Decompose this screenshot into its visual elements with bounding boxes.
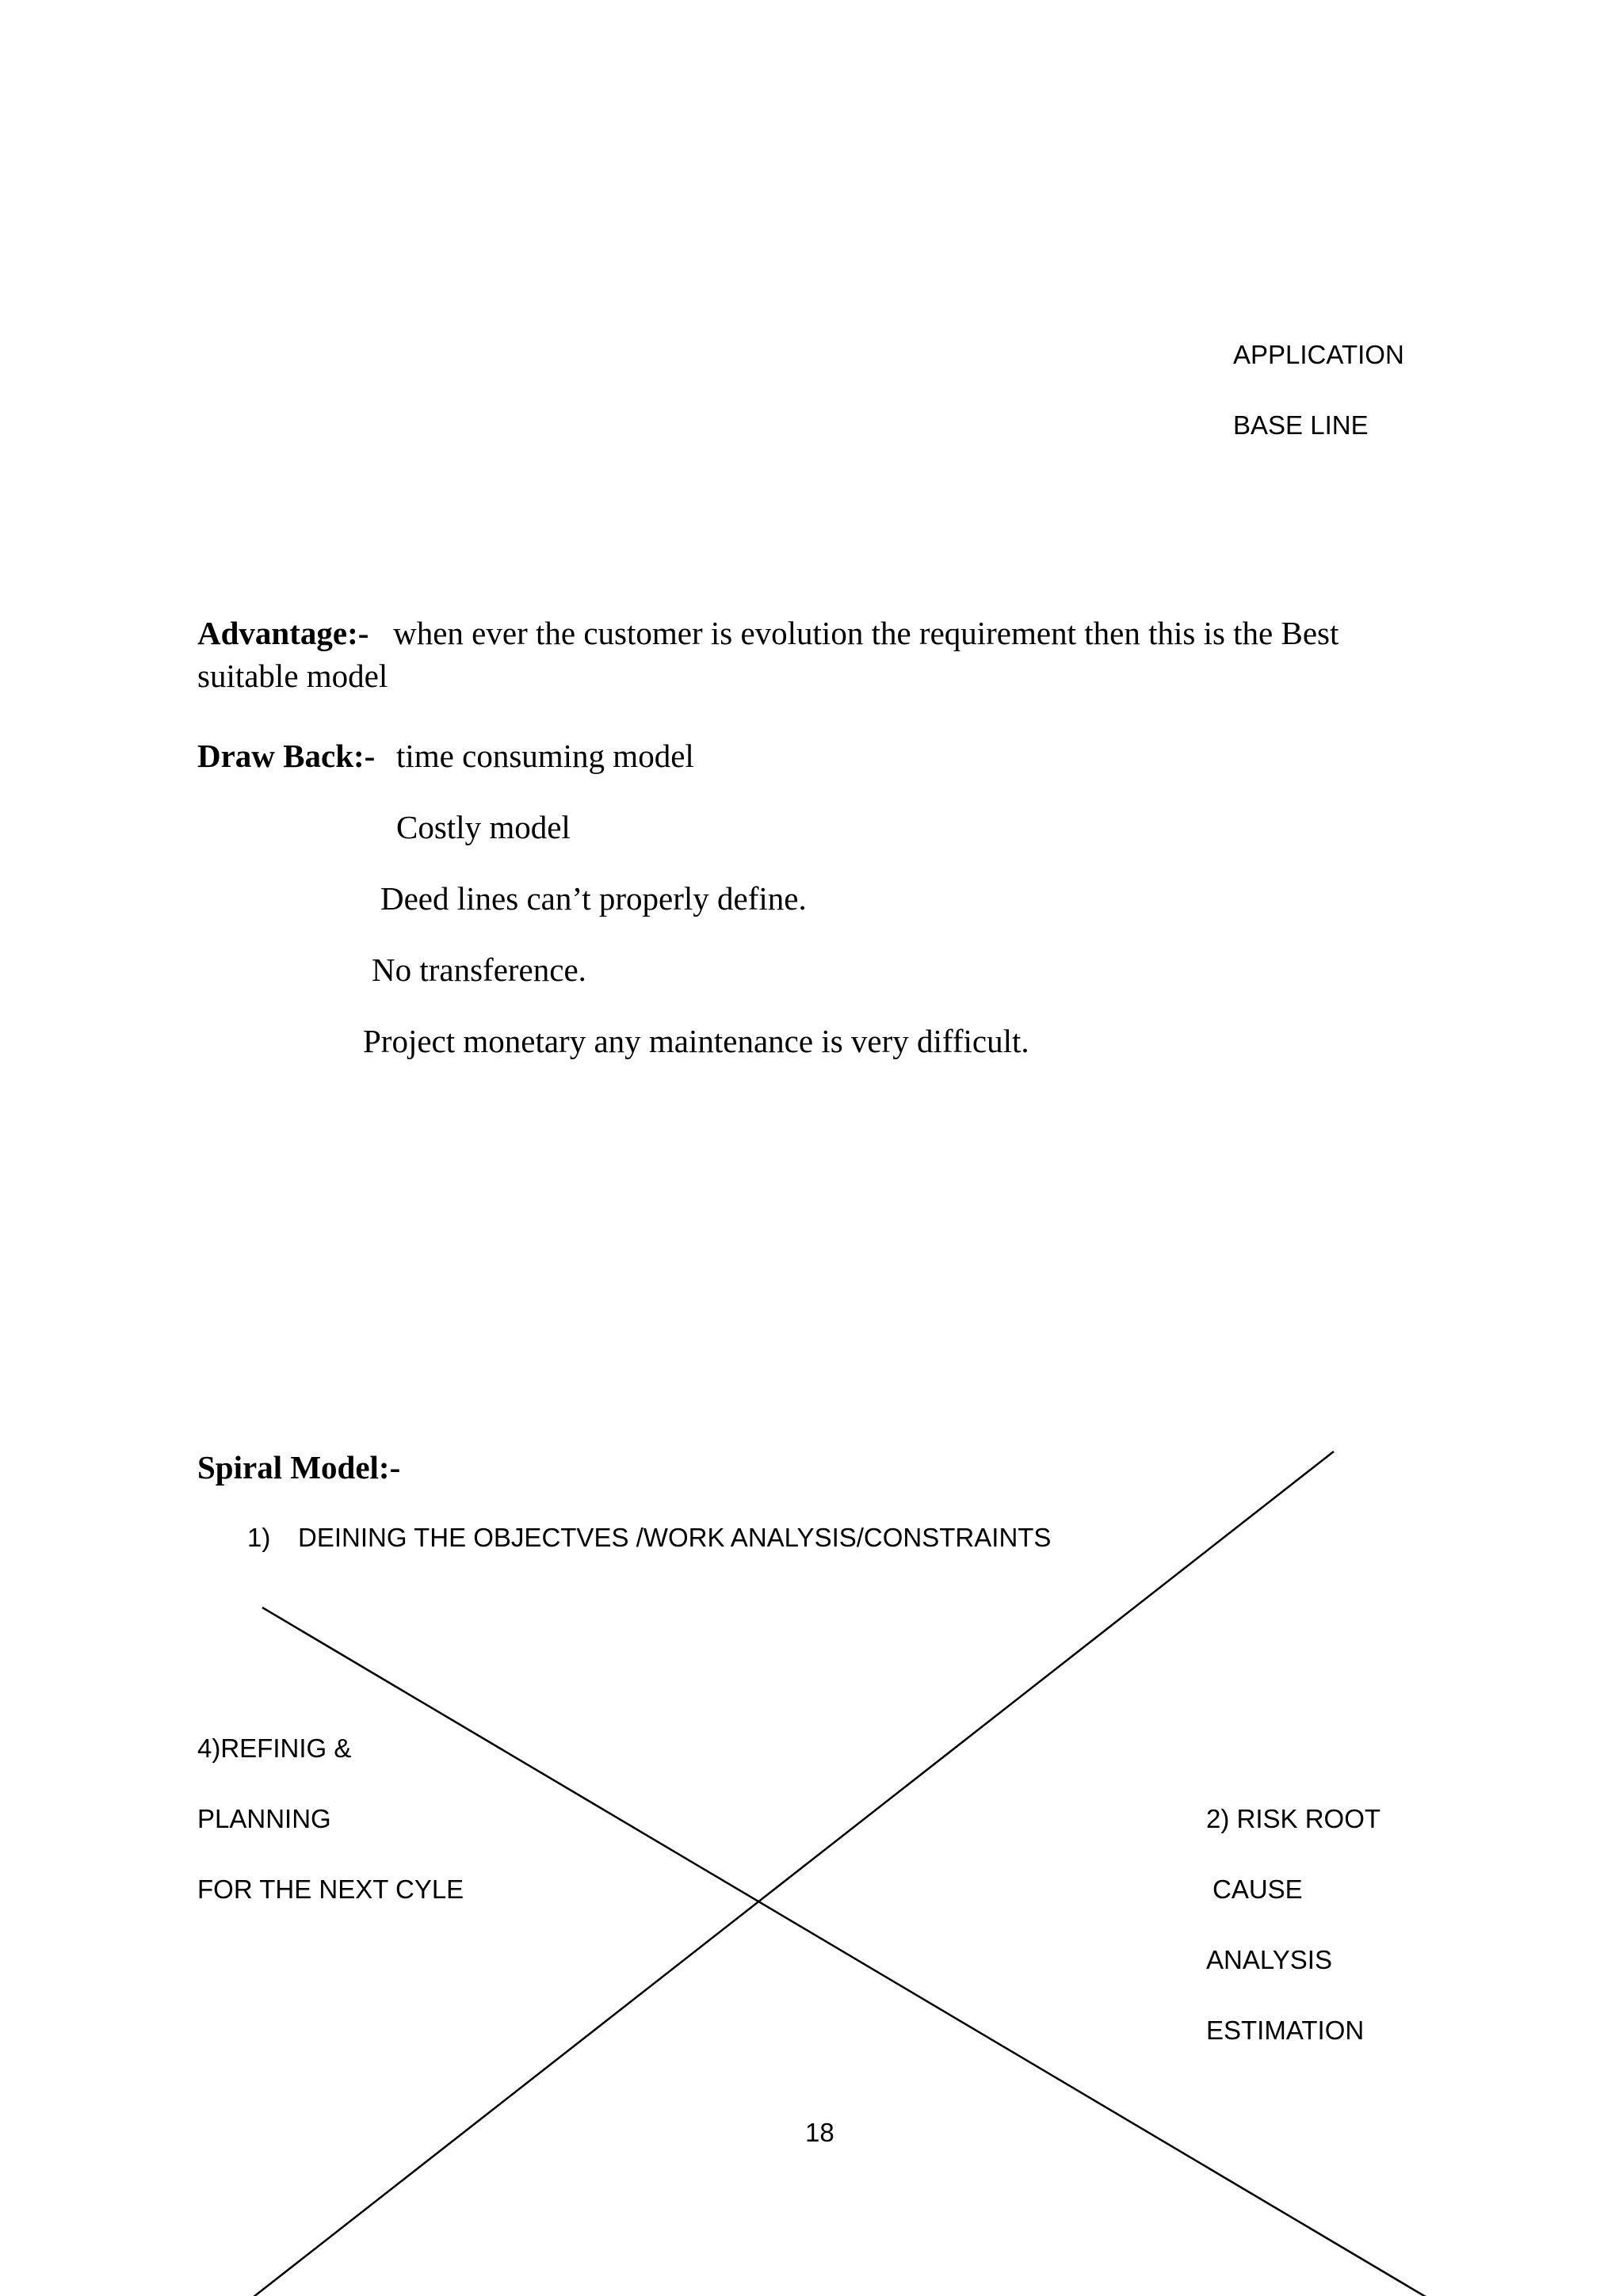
quadrant4-line-3: FOR THE NEXT CYLE	[197, 1875, 464, 1904]
page-number: 18	[805, 2118, 834, 2147]
application-label: APPLICATION	[1233, 340, 1404, 369]
base-line-label: BASE LINE	[1233, 410, 1369, 440]
drawback-item-3: Deed lines can’t properly define.	[380, 880, 807, 917]
drawback-item-1: time consuming model	[396, 738, 694, 774]
drawback-item-4: No transference.	[372, 952, 586, 988]
quadrant2-line-1: 2) RISK ROOT	[1206, 1804, 1381, 1833]
drawback-item-2: Costly model	[396, 809, 571, 845]
quadrant2-line-2: CAUSE	[1212, 1875, 1303, 1904]
quadrant4-line-1: 4)REFINIG &	[197, 1733, 352, 1763]
quadrant2-line-3: ANALYSIS	[1206, 1945, 1332, 1974]
spiral-model-heading: Spiral Model:-	[197, 1449, 401, 1486]
drawback-label: Draw Back:-	[197, 738, 376, 774]
quadrant4-line-2: PLANNING	[197, 1804, 331, 1833]
spiral-item-1-number: 1)	[247, 1523, 271, 1552]
advantage-text-line1: when ever the customer is evolution the requirement then this is the Best	[393, 615, 1339, 651]
spiral-item-1-text: DEINING THE OBJECTVES /WORK ANALYSIS/CONSTRAINTS	[298, 1523, 1052, 1552]
advantage-text-line2: suitable model	[197, 658, 388, 694]
quadrant2-line-4: ESTIMATION	[1206, 2016, 1365, 2045]
advantage-label: Advantage:-	[197, 615, 369, 651]
drawback-item-5: Project monetary any maintenance is very difficult.	[363, 1023, 1029, 1059]
